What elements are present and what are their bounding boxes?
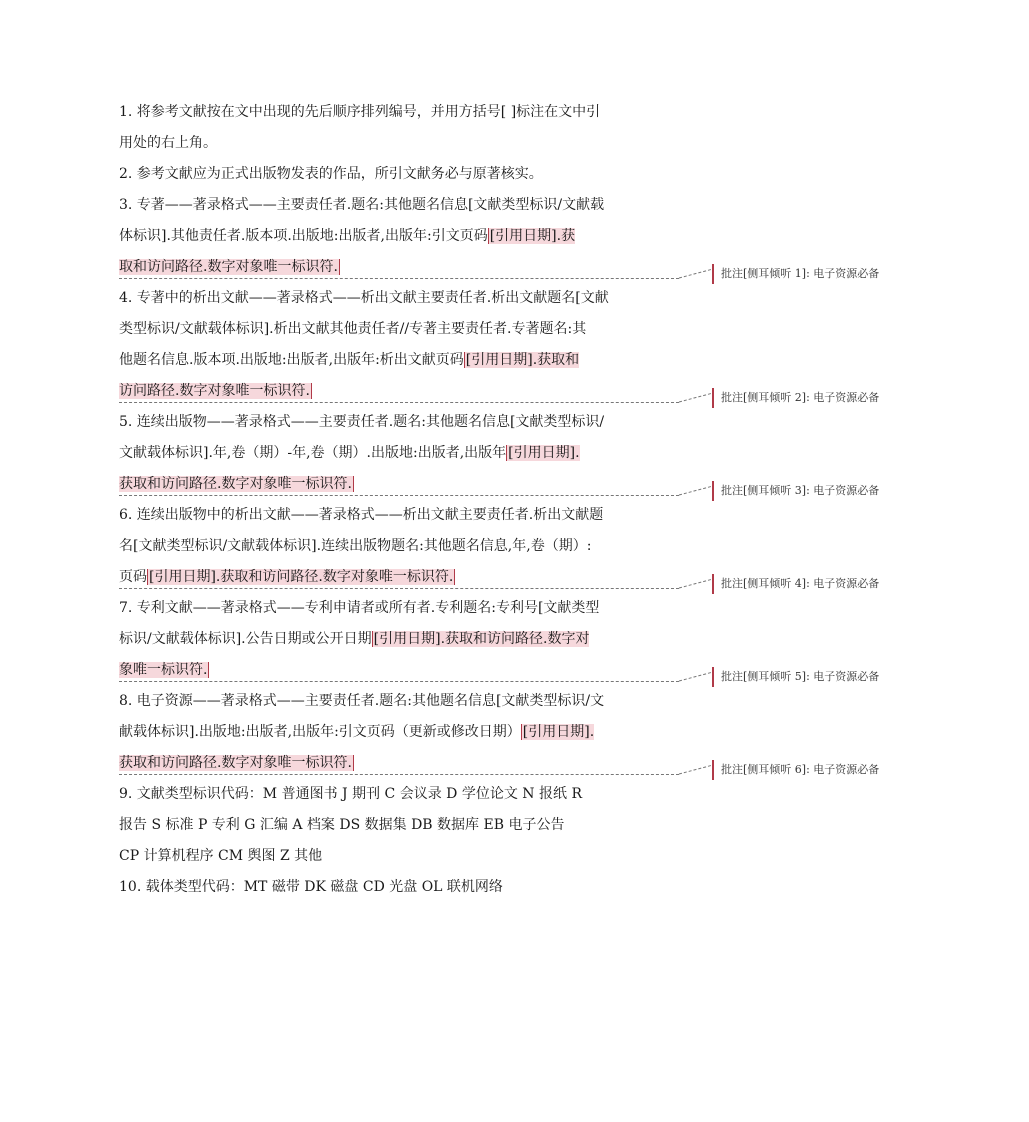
comment-text: 电子资源必备 <box>813 670 880 683</box>
line-text: 类型标识/文献载体标识].析出文献其他责任者//专著主要责任者.专著题名:其 <box>119 321 587 337</box>
line-text: 献载体标识].出版地:出版者,出版年:引文页码（更新或修改日期） <box>119 724 521 740</box>
text-line <box>119 779 675 810</box>
comment-author-label: 批注[侧耳倾听 6]: <box>721 763 810 776</box>
highlighted-text[interactable]: [引用日期].获取和 <box>465 352 580 368</box>
comment-text: 电子资源必备 <box>813 267 880 280</box>
line-text: 他题名信息.版本项.出版地:出版者,出版年:析出文献页码 <box>119 352 464 368</box>
text-line <box>119 593 675 624</box>
text-line <box>119 624 675 655</box>
comment-text: 电子资源必备 <box>813 484 880 497</box>
comment-connector <box>679 578 713 588</box>
comment-leader-line <box>119 402 679 403</box>
line-text: 8. 电子资源——著录格式——主要责任者.题名:其他题名信息[文献类型标识/文 <box>119 693 605 709</box>
comment-balloon[interactable] <box>712 481 1021 501</box>
comment-text: 电子资源必备 <box>813 391 880 404</box>
highlighted-text[interactable]: [引用日期].获取和访问路径.数字对 <box>373 631 590 647</box>
line-text: 6. 连续出版物中的析出文献——著录格式——析出文献主要责任者.析出文献题 <box>119 507 604 523</box>
comment-text: 电子资源必备 <box>813 763 880 776</box>
line-text: CP 计算机程序 CM 舆图 Z 其他 <box>119 848 323 864</box>
text-line <box>119 810 675 841</box>
comment-connector <box>679 392 713 402</box>
comment-balloon[interactable] <box>712 760 1021 780</box>
comment-author-label: 批注[侧耳倾听 4]: <box>721 577 810 590</box>
comment-leader-line <box>119 588 679 589</box>
line-text: 文献载体标识].年,卷（期）-年,卷（期）.出版地:出版者,出版年 <box>119 445 507 461</box>
text-line <box>119 314 675 345</box>
highlighted-text[interactable]: [引用日期].获取和访问路径.数字对象唯一标识符. <box>149 569 454 585</box>
text-line <box>119 345 675 376</box>
text-line <box>119 531 675 562</box>
highlighted-text[interactable]: [引用日期]. <box>522 724 595 740</box>
comment-balloon[interactable] <box>712 264 1021 284</box>
line-text: 2. 参考文献应为正式出版物发表的作品，所引文献务必与原著核实。 <box>119 166 543 182</box>
comment-connector <box>679 268 713 278</box>
comment-author-label: 批注[侧耳倾听 2]: <box>721 391 810 404</box>
line-text: 页码 <box>119 569 147 585</box>
text-line <box>119 500 675 531</box>
text-line <box>119 872 675 903</box>
highlighted-text[interactable]: 获取和访问路径.数字对象唯一标识符. <box>119 755 352 771</box>
line-text: 名[文献类型标识/文献载体标识].连续出版物题名:其他题名信息,年,卷（期）: <box>119 538 592 554</box>
text-line <box>119 438 675 469</box>
text-line <box>119 128 675 159</box>
text-line <box>119 159 675 190</box>
comment-leader-line <box>119 681 679 682</box>
line-text: 5. 连续出版物——著录格式——主要责任者.题名:其他题名信息[文献类型标识/ <box>119 414 605 430</box>
comment-leader-line <box>119 278 679 279</box>
document-body <box>119 97 675 903</box>
text-line <box>119 221 675 252</box>
comment-author-label: 批注[侧耳倾听 5]: <box>721 670 810 683</box>
comment-leader-line <box>119 495 679 496</box>
line-text: 9. 文献类型标识代码：M 普通图书 J 期刊 C 会议录 D 学位论文 N 报纸 R <box>119 786 582 802</box>
text-line <box>119 283 675 314</box>
line-text: 标识/文献载体标识].公告日期或公开日期 <box>119 631 372 647</box>
text-line <box>119 97 675 128</box>
comment-author-label: 批注[侧耳倾听 3]: <box>721 484 810 497</box>
line-text: 1. 将参考文献按在文中出现的先后顺序排列编号，并用方括号[ ]标注在文中引 <box>119 104 601 120</box>
comment-balloon[interactable] <box>712 574 1021 594</box>
highlighted-text[interactable]: 象唯一标识符. <box>119 662 208 678</box>
comment-author-label: 批注[侧耳倾听 1]: <box>721 267 810 280</box>
line-text: 体标识].其他责任者.版本项.出版地:出版者,出版年:引文页码 <box>119 228 488 244</box>
comment-balloon[interactable] <box>712 667 1021 687</box>
text-line <box>119 686 675 717</box>
comment-connector <box>679 671 713 681</box>
line-text: 10. 载体类型代码：MT 磁带 DK 磁盘 CD 光盘 OL 联机网络 <box>119 879 503 895</box>
line-text: 7. 专利文献——著录格式——专利申请者或所有者.专利题名:专利号[文献类型 <box>119 600 600 616</box>
highlighted-text[interactable]: 取和访问路径.数字对象唯一标识符. <box>119 259 338 275</box>
highlighted-text[interactable]: 获取和访问路径.数字对象唯一标识符. <box>119 476 352 492</box>
line-text: 4. 专著中的析出文献——著录格式——析出文献主要责任者.析出文献题名[文献 <box>119 290 609 306</box>
line-text: 用处的右上角。 <box>119 135 217 151</box>
highlighted-text[interactable]: [引用日期].获 <box>489 228 576 244</box>
comment-text: 电子资源必备 <box>813 577 880 590</box>
text-line <box>119 190 675 221</box>
text-line <box>119 841 675 872</box>
highlighted-text[interactable]: 访问路径.数字对象唯一标识符. <box>119 383 310 399</box>
text-line <box>119 407 675 438</box>
comment-balloon[interactable] <box>712 388 1021 408</box>
line-text: 3. 专著——著录格式——主要责任者.题名:其他题名信息[文献类型标识/文献载 <box>119 197 605 213</box>
text-line <box>119 717 675 748</box>
highlighted-text[interactable]: [引用日期]. <box>508 445 580 461</box>
line-text: 报告 S 标准 P 专利 G 汇编 A 档案 DS 数据集 DB 数据库 EB 电子公告 <box>119 817 565 833</box>
comment-leader-line <box>119 774 679 775</box>
comment-connector <box>679 764 713 774</box>
comment-connector <box>679 485 713 495</box>
